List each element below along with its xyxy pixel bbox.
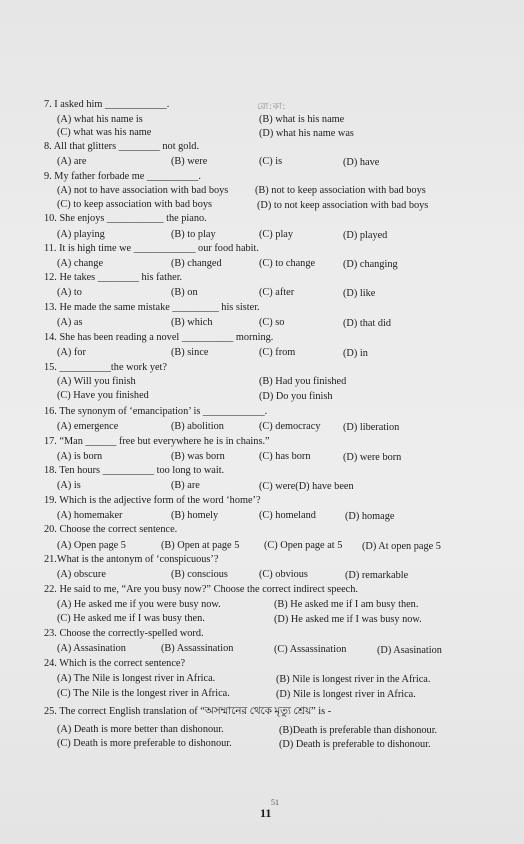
option: (C) after (259, 287, 295, 298)
option: (A) playing (57, 229, 105, 240)
stamp-mark: রো:কা: (257, 101, 287, 111)
option: (C) so (259, 317, 285, 328)
question-11: 11. It is high time we ____________ our food habit. (44, 243, 259, 254)
option: (B) since (171, 347, 209, 358)
option: (D) Do you finish (259, 391, 333, 402)
option: (A) Will you finish (57, 376, 136, 387)
option: (C) Assassination (274, 644, 347, 655)
option: (A) emergence (57, 421, 119, 432)
option: (A) Open page 5 (57, 540, 126, 551)
option: (A) change (57, 258, 104, 269)
option: (C) He asked me if I was busy then. (57, 613, 205, 624)
option: (C) Have you finished (57, 390, 149, 401)
option: (B) Open at page 5 (161, 540, 240, 551)
option: (D) At open page 5 (362, 541, 441, 552)
option: (B) abolition (171, 421, 224, 432)
option: (A) obscure (57, 569, 106, 580)
option: (D) in (343, 348, 368, 359)
question-24: 24. Which is the correct sentence? (44, 658, 186, 669)
option: (A) are (57, 156, 87, 167)
option: (B) was born (171, 451, 225, 462)
option: (C) homeland (259, 510, 316, 521)
option: (D) liberation (343, 422, 400, 433)
option: (B)Death is preferable than dishonour. (279, 725, 438, 736)
question-10: 10. She enjoys ___________ the piano. (44, 213, 207, 224)
option: (C) from (259, 347, 296, 358)
option: (B) Assassination (161, 643, 234, 654)
option: (D) what his name was (259, 128, 354, 139)
option: (B) conscious (171, 569, 228, 580)
option: (D) changing (343, 259, 398, 270)
question-19: 19. Which is the adjective form of the word ‘home’? (44, 495, 261, 506)
page-number: 11 (260, 806, 272, 820)
option: (A) not to have association with bad boys (57, 185, 229, 196)
option: (B) to play (171, 229, 216, 240)
question-8: 8. All that glitters ________ not gold. (44, 141, 200, 152)
question-14: 14. She has been reading a novel __________ morning. (44, 332, 274, 343)
option: (A) is born (57, 451, 103, 462)
option: (C) has born (259, 451, 311, 462)
option: (C) Open page at 5 (264, 540, 343, 551)
option: (D) like (343, 288, 376, 299)
option: (D) Nile is longest river in Africa. (276, 689, 416, 700)
option: (A) homemaker (57, 510, 123, 521)
option: (B) on (171, 287, 198, 298)
option: (A) for (57, 347, 86, 358)
option: (A) He asked me if you were busy now. (57, 599, 221, 610)
option: (C) were(D) have been (259, 481, 354, 492)
option: (B) He asked me if I am busy then. (274, 599, 419, 610)
question-16: 16. The synonym of ‘emancipation’ is ____________. (44, 406, 268, 417)
question-9: 9. My father forbade me __________. (44, 171, 201, 182)
page-mark: 51 (271, 798, 279, 807)
option: (A) The Nile is longest river in Africa. (57, 673, 216, 684)
question-20: 20. Choose the correct sentence. (44, 524, 178, 535)
option: (B) which (171, 317, 213, 328)
question-18: 18. Ten hours __________ too long to wait. (44, 465, 225, 476)
option: (C) what was his name (57, 127, 152, 138)
option: (D) homage (345, 511, 395, 522)
question-12: 12. He takes ________ his father. (44, 272, 183, 283)
option: (D) that did (343, 318, 392, 329)
option: (B) not to keep association with bad boys (255, 185, 426, 196)
option: (C) to keep association with bad boys (57, 199, 212, 210)
question-25: 25. The correct English translation of “অসম্মানের থেকে মৃত্যু শ্রেয়” is - (44, 706, 332, 717)
question-23: 23. Choose the correctly-spelled word. (44, 628, 204, 639)
question-21: 21.What is the antonym of ‘conspicuous’? (44, 554, 219, 565)
question-15: 15. __________the work yet? (44, 362, 167, 373)
option: (D) played (343, 230, 388, 241)
option: (A) as (57, 317, 83, 328)
question-17: 17. “Man ______ free but everywhere he is in chains.” (44, 436, 270, 447)
option: (D) Asasination (377, 645, 442, 656)
option: (B) homely (171, 510, 219, 521)
option: (B) are (171, 480, 200, 491)
option: (A) what his name is (57, 114, 143, 125)
option: (D) to not keep association with bad boys (257, 200, 429, 211)
question-22: 22. He said to me, “Are you busy now?” Choose the correct indirect speech. (44, 584, 358, 595)
question-7: 7. I asked him ____________. (44, 99, 170, 110)
option: (C) Death is more preferable to dishonour. (57, 738, 232, 749)
question-13: 13. He made the same mistake _________ his sister. (44, 302, 260, 313)
option: (B) Nile is longest river in the Africa. (276, 674, 431, 685)
option: (B) changed (171, 258, 222, 269)
option: (C) obvious (259, 569, 308, 580)
option: (D) remarkable (345, 570, 409, 581)
option: (B) what is his name (259, 114, 345, 125)
option: (C) play (259, 229, 294, 240)
option: (C) to change (259, 258, 316, 269)
option: (C) is (259, 156, 283, 167)
option: (A) to (57, 287, 82, 298)
option: (C) The Nile is the longest river in Africa. (57, 688, 230, 699)
option: (D) have (343, 157, 380, 168)
option: (B) were (171, 156, 208, 167)
option: (A) Death is more better than dishonour. (57, 724, 224, 735)
option: (D) He asked me if I was busy now. (274, 614, 422, 625)
option: (A) Assasination (57, 643, 126, 654)
option: (C) democracy (259, 421, 321, 432)
option: (A) is (57, 480, 81, 491)
option: (B) Had you finished (259, 376, 347, 387)
option: (D) were born (343, 452, 402, 463)
option: (D) Death is preferable to dishonour. (279, 739, 431, 750)
